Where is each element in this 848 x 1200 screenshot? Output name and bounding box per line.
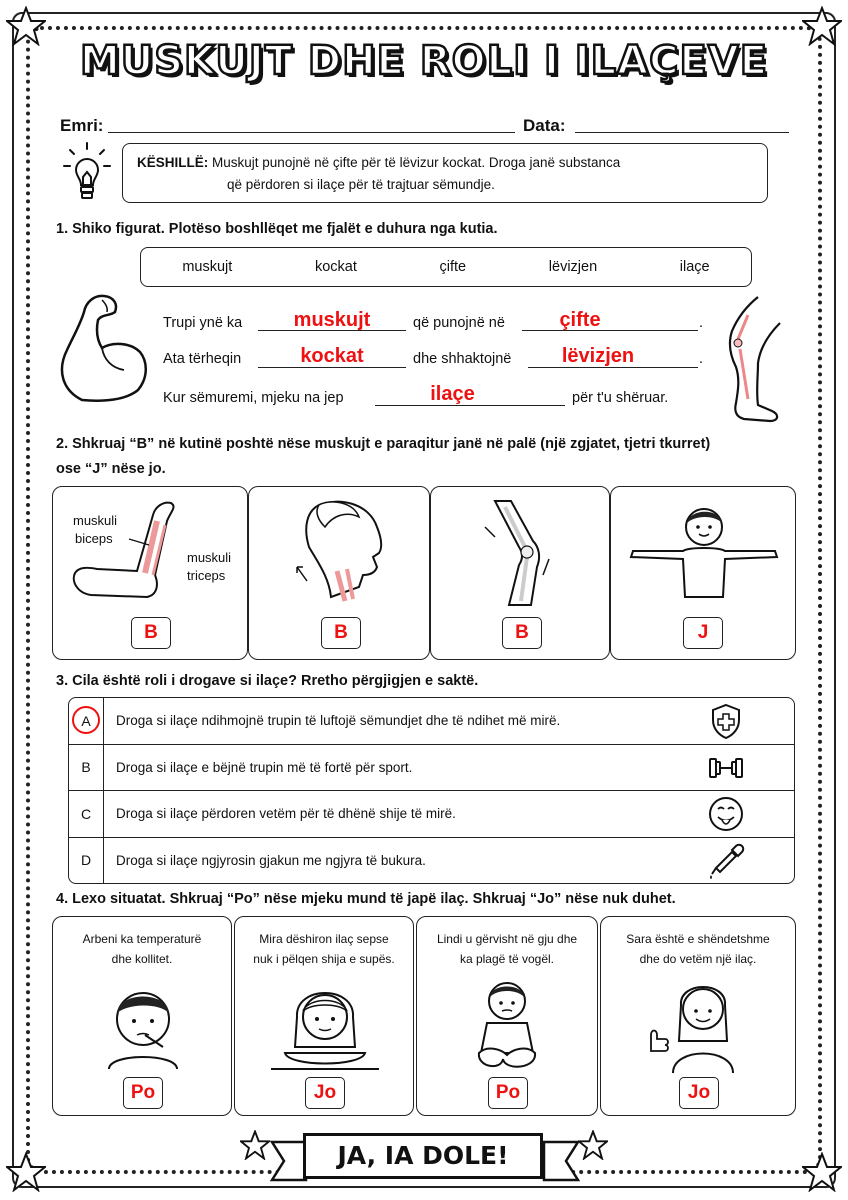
healthy-girl-thumbs-up-icon [645, 975, 755, 1073]
date-field[interactable] [575, 132, 789, 133]
answer-blank-5: ilaçe [430, 383, 475, 405]
sentence-3-part-b: për t'u shëruar. [572, 390, 669, 406]
answer-blank-2: çifte [559, 309, 601, 331]
option-text: Droga si ilaçe e bëjnë trupin më të fortë për sport. [116, 759, 413, 775]
situation-text-line-2: nuk i pëlqen shija e supës. [253, 952, 395, 966]
options-table [68, 697, 795, 884]
triceps-label-1: muskuli [187, 550, 232, 565]
word-bank-item: lëvizjen [548, 259, 598, 275]
question-1-prompt: 1. Shiko figurat. Plotëso boshllëqet me fjalët e duhura nga kutia. [56, 221, 498, 237]
word-bank-item: ilaçe [679, 259, 710, 275]
option-row-c[interactable] [69, 791, 794, 838]
question-2-prompt-line-2: ose “J” nëse jo. [56, 461, 166, 477]
name-label: Emri: [60, 116, 104, 135]
word-bank [140, 247, 752, 287]
tip-line-1: Muskujt punojnë në çifte për të lëvizur kockat. Droga janë substanca [212, 155, 621, 170]
star-icon [240, 1130, 270, 1160]
star-icon [6, 1152, 46, 1192]
sentence-1-part-b: që punojnë në [413, 315, 505, 331]
muscle-card-3 [430, 486, 610, 660]
muscle-card-2 [248, 486, 430, 660]
sentence-2-end: . [699, 351, 704, 367]
sentence-3-part-a: Kur sëmuremi, mjeku na jep [163, 390, 344, 406]
boy-arms-out-icon [623, 497, 785, 607]
tongue-face-icon [706, 795, 746, 833]
option-letter: B [69, 745, 104, 791]
star-icon [802, 1152, 842, 1192]
question-4-prompt: 4. Lexo situatat. Shkruaj “Po” nëse mjeku mund të japë ilaç. Shkruaj “Jo” nëse nuk duhet. [56, 891, 676, 907]
word-bank-item: çifte [439, 259, 467, 275]
answer-box-situation-3[interactable]: Po [488, 1077, 528, 1109]
situation-text-line-1: Arbeni ka temperaturë [82, 932, 202, 946]
muscle-card-4 [610, 486, 796, 660]
option-text: Droga si ilaçe përdoren vetëm për të dhënë shije të mirë. [116, 806, 456, 822]
answer-circle [72, 706, 100, 734]
question-2-prompt-line-1: 2. Shkruaj “B” në kutinë poshtë nëse muskujt e paraqitur janë në palë (një zgjatet, tjetri tkurret) [56, 436, 711, 452]
triceps-label-2: triceps [187, 568, 226, 583]
answer-blank-1: muskujt [293, 309, 371, 331]
answer-box-3[interactable]: B [502, 617, 542, 649]
question-3-prompt: 3. Cila është roli i drogave si ilaçe? Rretho përgjigjen e saktë. [56, 673, 479, 689]
answer-box-4[interactable]: J [683, 617, 723, 649]
situation-text-line-1: Sara është e shëndetshme [626, 932, 770, 946]
boy-scraped-knee-icon [457, 975, 557, 1073]
situation-text-line-2: dhe do vetëm një ilaç. [639, 952, 757, 966]
option-row-a[interactable] [69, 698, 794, 745]
answer-blank-3: kockat [300, 345, 364, 367]
knee-muscles-icon [475, 497, 575, 607]
option-letter: C [69, 791, 104, 837]
situation-card-2 [234, 916, 414, 1116]
situation-card-3 [416, 916, 598, 1116]
leg-icon [718, 295, 786, 427]
biceps-label-1: muskuli [73, 513, 118, 528]
date-label: Data: [523, 116, 566, 135]
tip-line-2: që përdoren si ilaçe për të trajtuar sëmundje. [227, 177, 495, 192]
sentence-1-end: . [699, 315, 704, 331]
girl-soup-icon [265, 977, 385, 1072]
situation-text-line-1: Lindi u gërvisht në gju dhe [436, 932, 578, 946]
word-bank-item: muskujt [182, 259, 233, 275]
situation-text-line-2: dhe kollitet. [111, 952, 173, 966]
situation-card-1 [52, 916, 232, 1116]
name-field[interactable] [108, 132, 515, 133]
option-row-b[interactable] [69, 745, 794, 792]
lightbulb-icon [62, 140, 112, 206]
option-letter: D [69, 838, 104, 884]
answer-box-situation-1[interactable]: Po [123, 1077, 163, 1109]
option-text: Droga si ilaçe ndihmojnë trupin të luftojë sëmundjet dhe të ndihet më mirë. [116, 713, 561, 729]
biceps-label-2: biceps [75, 531, 113, 546]
star-icon [578, 1130, 608, 1160]
tip-box [122, 143, 768, 203]
answer-box-2[interactable]: B [321, 617, 361, 649]
answer-box-1[interactable]: B [131, 617, 171, 649]
flexed-arm-icon [52, 290, 152, 405]
tip-label: KËSHILLË: [137, 155, 209, 170]
answer-blank-4: lëvizjen [561, 345, 635, 367]
dumbbell-icon [706, 749, 746, 787]
muscle-card-1 [52, 486, 248, 660]
situation-card-4 [600, 916, 796, 1116]
answer-box-situation-2[interactable]: Jo [305, 1077, 345, 1109]
option-text: Droga si ilaçe ngjyrosin gjakun me ngjyra të bukura. [116, 852, 426, 868]
dropper-icon [706, 842, 746, 880]
sentence-2-part-b: dhe shhaktojnë [413, 351, 512, 367]
sick-boy-icon [93, 979, 193, 1069]
situation-text-line-1: Mira dëshiron ilaç sepse [259, 932, 389, 946]
neck-muscles-icon [289, 497, 389, 607]
sentence-1-part-a: Trupi ynë ka [163, 315, 243, 331]
arm-muscles-icon [67, 501, 187, 601]
page-title: MUSKUJT DHE ROLI I ILAÇEVE [79, 38, 769, 84]
word-bank-item: kockat [314, 259, 357, 275]
situation-text-line-2: ka plagë të vogël. [459, 952, 555, 966]
shield-medical-icon [706, 702, 746, 740]
completion-banner: JA, IA DOLE! [303, 1133, 543, 1179]
sentence-2-part-a: Ata tërheqin [163, 351, 242, 367]
answer-box-situation-4[interactable]: Jo [679, 1077, 719, 1109]
option-row-d[interactable] [69, 838, 794, 884]
option-letter: A [81, 712, 91, 729]
